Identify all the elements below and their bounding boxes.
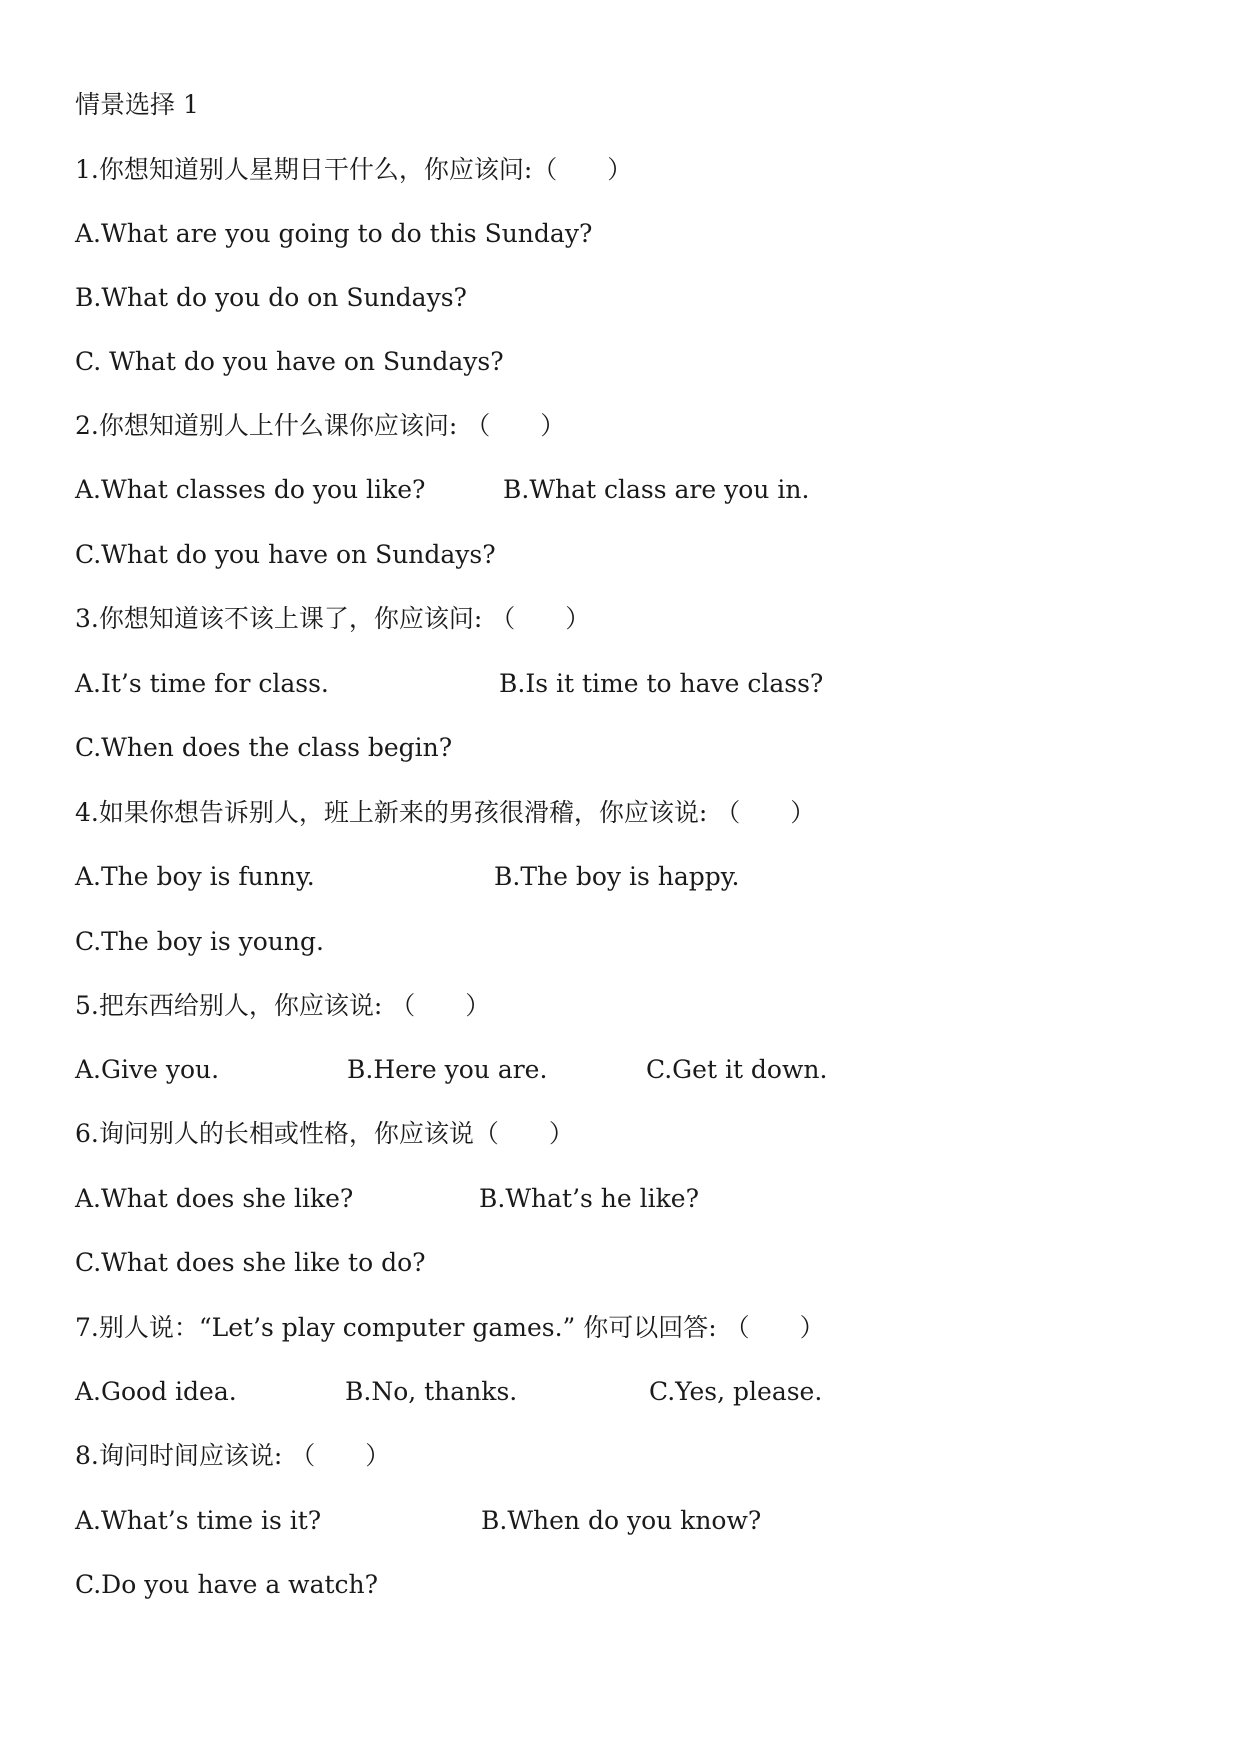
question-6-option-a: A.What does she like?	[75, 1184, 354, 1213]
question-2-option-b: B.What class are you in.	[503, 475, 810, 504]
question-3-option-a: A.It’s time for class.	[75, 669, 329, 698]
question-7-option-c: C.Yes, please.	[649, 1377, 823, 1406]
question-4-option-b: B.The boy is happy.	[494, 862, 740, 891]
question-3-prompt: 3.你想知道该不该上课了，你应该问: （ ）	[75, 604, 591, 633]
question-2-prompt: 2.你想知道别人上什么课你应该问: （ ）	[75, 411, 566, 440]
question-7-prompt: 7.别人说：“Let’s play computer games.” 你可以回答: （ ）	[75, 1313, 825, 1342]
question-3-option-b: B.Is it time to have class?	[499, 669, 824, 698]
question-6-option-b: B.What’s he like?	[479, 1184, 699, 1213]
question-4-option-c: C.The boy is young.	[75, 927, 324, 956]
question-8-option-a: A.What’s time is it?	[75, 1506, 322, 1535]
question-5-prompt: 5.把东西给别人，你应该说: （ ）	[75, 991, 491, 1020]
question-6-option-c: C.What does she like to do?	[75, 1248, 426, 1277]
question-3-option-c: C.When does the class begin?	[75, 733, 453, 762]
question-8-prompt: 8.询问时间应该说: （ ）	[75, 1441, 391, 1470]
question-8-option-c: C.Do you have a watch?	[75, 1570, 379, 1599]
question-4-prompt: 4.如果你想告诉别人，班上新来的男孩很滑稽，你应该说: （ ）	[75, 798, 816, 827]
question-1-option-c: C. What do you have on Sundays?	[75, 347, 504, 376]
worksheet-title: 情景选择 1	[75, 90, 199, 119]
question-2-option-c: C.What do you have on Sundays?	[75, 540, 496, 569]
question-4-option-a: A.The boy is funny.	[75, 862, 315, 891]
question-5-option-a: A.Give you.	[75, 1055, 220, 1084]
question-5-option-b: B.Here you are.	[347, 1055, 548, 1084]
question-5-option-c: C.Get it down.	[646, 1055, 828, 1084]
question-8-option-b: B.When do you know?	[481, 1506, 762, 1535]
question-1-option-a: A.What are you going to do this Sunday?	[75, 219, 593, 248]
question-2-option-a: A.What classes do you like?	[75, 475, 426, 504]
question-1-prompt: 1.你想知道别人星期日干什么，你应该问:（ ）	[75, 155, 633, 184]
question-1-option-b: B.What do you do on Sundays?	[75, 283, 467, 312]
question-7-option-b: B.No, thanks.	[345, 1377, 518, 1406]
question-7-option-a: A.Good idea.	[75, 1377, 237, 1406]
question-6-prompt: 6.询问别人的长相或性格，你应该说（ ）	[75, 1119, 574, 1148]
